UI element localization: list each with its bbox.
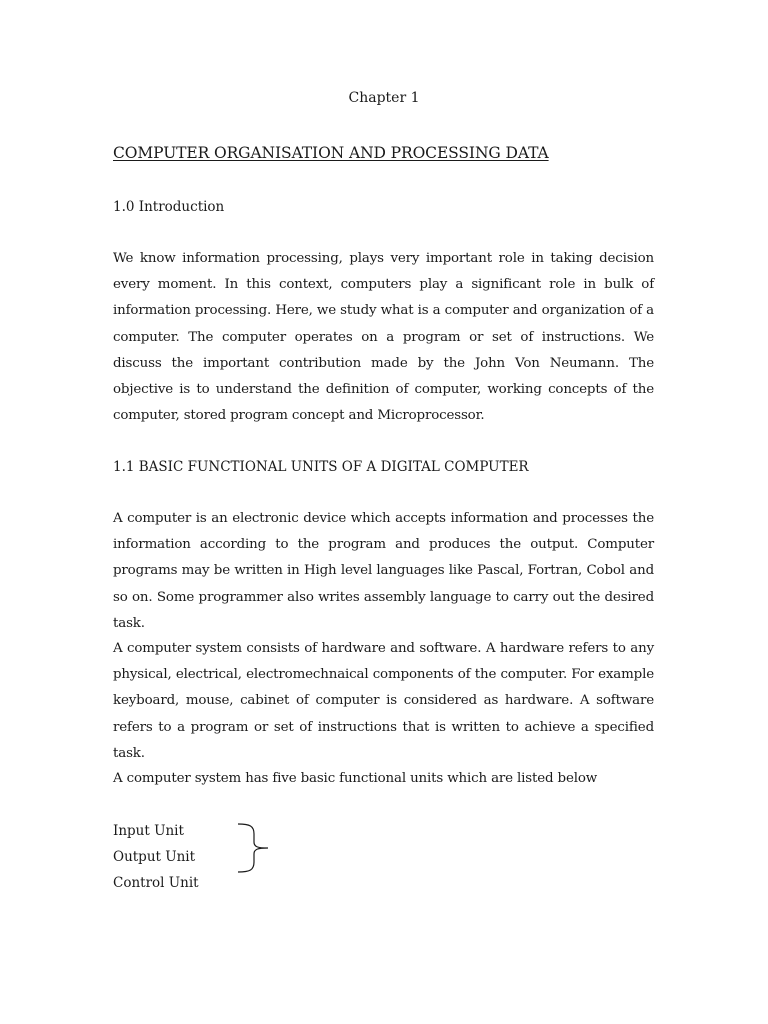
section-heading: 1.1 BASIC FUNCTIONAL UNITS OF A DIGITAL COMPUTER (113, 459, 529, 475)
paragraph-functional-units: A computer system has five basic functional units which are listed below (113, 771, 598, 786)
list-item: Output Unit (113, 849, 196, 865)
list-item: Control Unit (113, 875, 199, 891)
list-item: Input Unit (113, 823, 184, 839)
chapter-label: Chapter 1 (348, 90, 420, 106)
chapter-title: COMPUTER ORGANISATION AND PROCESSING DATA (113, 144, 549, 162)
curly-brace-icon (236, 822, 276, 874)
intro-paragraph: We know information processing, plays very important role in taking decision every moment. In this context, computers play a significant role in bulk of information processing. Here, we study what is a computer and organization of a computer. The computer operates on a program or set of instructions. We discuss the important contribution made by the John Von Neumann. The objective is to understand the definition of computer, working concepts of the computer, stored program concept and Microprocessor. (113, 251, 654, 424)
paragraph-hardware-software: A computer system consists of hardware and software. A hardware refers to any physical, electrical, electromechnaical components of the computer. For example keyboard, mouse, cabinet of computer is considered as hardware. A software refers to a program or set of instructions that is written to achieve a specified task. (113, 641, 654, 761)
paragraph-computer-definition: A computer is an electronic device which accepts information and processes the information according to the program and produces the output. Computer programs may be written in High level languages like Pascal, Fortran, Cobol and so on. Some programmer also writes assembly language to carry out the desired task. (113, 511, 654, 631)
units-list (113, 818, 199, 896)
intro-heading: 1.0 Introduction (113, 199, 225, 215)
